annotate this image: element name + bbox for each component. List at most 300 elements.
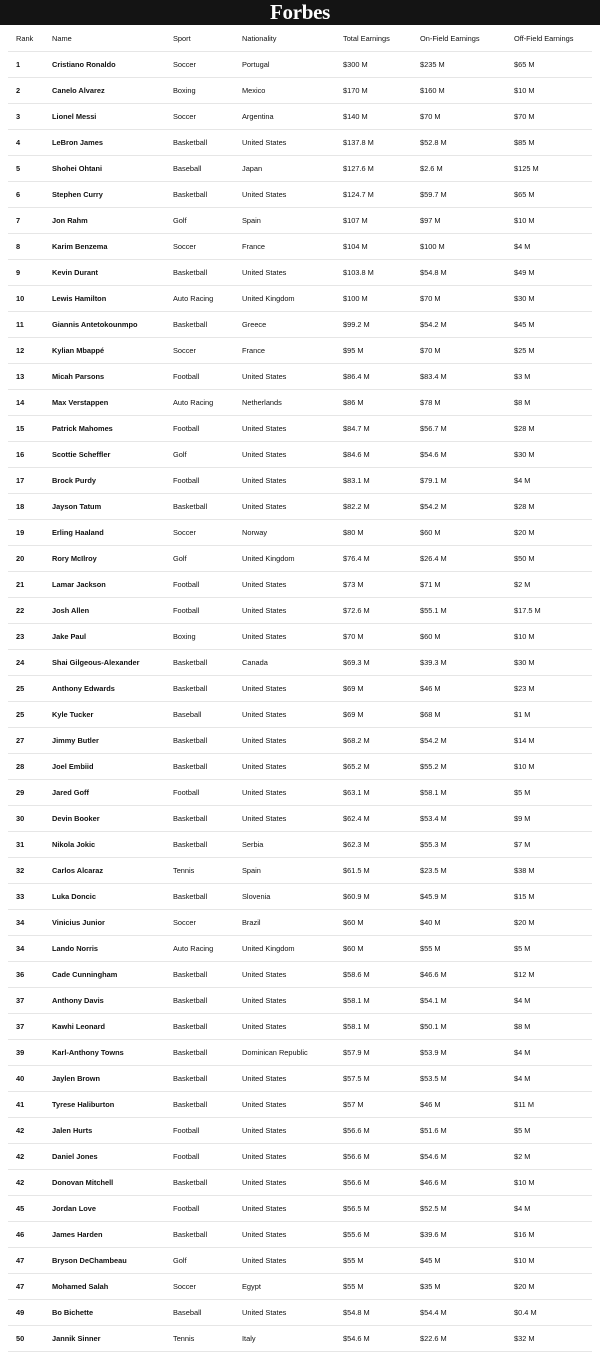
rank-cell: 30 [8,806,52,832]
total-earnings-cell: $57 M [343,1092,420,1118]
table-row [8,1014,592,1040]
total-earnings-cell: $86.4 M [343,364,420,390]
total-earnings-cell: $62.3 M [343,832,420,858]
off-field-earnings-cell: $25 M [514,338,592,364]
on-field-earnings-cell: $100 M [420,234,514,260]
off-field-earnings-cell: $28 M [514,416,592,442]
column-header-nationality[interactable]: Nationality [242,25,343,52]
nationality-cell: United States [242,1222,343,1248]
on-field-earnings-cell: $53.9 M [420,1040,514,1066]
header-row [8,25,592,52]
sport-cell: Football [173,1196,242,1222]
name-cell[interactable]: Cristiano Ronaldo [52,52,173,78]
rank-cell: 3 [8,104,52,130]
rank-cell: 39 [8,1040,52,1066]
on-field-earnings-cell: $55 M [420,936,514,962]
name-cell[interactable]: Rory McIlroy [52,546,173,572]
sport-cell: Soccer [173,104,242,130]
total-earnings-cell: $58.6 M [343,962,420,988]
rank-cell: 49 [8,1300,52,1326]
on-field-earnings-cell: $46.6 M [420,1170,514,1196]
rank-cell: 12 [8,338,52,364]
sport-cell: Baseball [173,1300,242,1326]
total-earnings-cell: $103.8 M [343,260,420,286]
nationality-cell: Egypt [242,1274,343,1300]
rank-cell: 40 [8,1066,52,1092]
name-cell[interactable]: Jon Rahm [52,208,173,234]
nationality-cell: United States [242,754,343,780]
on-field-earnings-cell: $78 M [420,390,514,416]
name-cell[interactable]: LeBron James [52,130,173,156]
sport-cell: Basketball [173,832,242,858]
sport-cell: Tennis [173,1326,242,1352]
name-cell[interactable]: Karim Benzema [52,234,173,260]
on-field-earnings-cell: $54.4 M [420,1300,514,1326]
table-row [8,104,592,130]
table-row [8,962,592,988]
off-field-earnings-cell: $32 M [514,1326,592,1352]
sport-cell: Football [173,1118,242,1144]
name-cell[interactable]: Karl-Anthony Towns [52,1040,173,1066]
total-earnings-cell: $170 M [343,78,420,104]
off-field-earnings-cell: $10 M [514,78,592,104]
sport-cell: Auto Racing [173,936,242,962]
nationality-cell: United States [242,260,343,286]
total-earnings-cell: $69 M [343,676,420,702]
table-row [8,988,592,1014]
total-earnings-cell: $54.8 M [343,1300,420,1326]
off-field-earnings-cell: $5 M [514,936,592,962]
total-earnings-cell: $58.1 M [343,988,420,1014]
sport-cell: Football [173,598,242,624]
name-cell[interactable]: Tyrese Haliburton [52,1092,173,1118]
off-field-earnings-cell: $10 M [514,624,592,650]
sport-cell: Football [173,416,242,442]
name-cell[interactable]: Bryson DeChambeau [52,1248,173,1274]
nationality-cell: United States [242,130,343,156]
total-earnings-cell: $70 M [343,624,420,650]
total-earnings-cell: $55 M [343,1248,420,1274]
name-cell[interactable]: Jake Paul [52,624,173,650]
off-field-earnings-cell: $7 M [514,832,592,858]
sport-cell: Basketball [173,260,242,286]
table-row [8,806,592,832]
off-field-earnings-cell: $4 M [514,1066,592,1092]
total-earnings-cell: $56.6 M [343,1118,420,1144]
rank-cell: 42 [8,1170,52,1196]
sport-cell: Golf [173,442,242,468]
rank-cell: 27 [8,728,52,754]
rank-cell: 2 [8,78,52,104]
sport-cell: Baseball [173,156,242,182]
name-cell[interactable]: Jaylen Brown [52,1066,173,1092]
name-cell[interactable]: Cade Cunningham [52,962,173,988]
on-field-earnings-cell: $68 M [420,702,514,728]
name-cell[interactable]: Shai Gilgeous-Alexander [52,650,173,676]
on-field-earnings-cell: $53.4 M [420,806,514,832]
nationality-cell: United States [242,494,343,520]
name-cell[interactable]: Jannik Sinner [52,1326,173,1352]
on-field-earnings-cell: $46.6 M [420,962,514,988]
on-field-earnings-cell: $59.7 M [420,182,514,208]
nationality-cell: United States [242,1014,343,1040]
table-row [8,182,592,208]
total-earnings-cell: $57.9 M [343,1040,420,1066]
nationality-cell: United States [242,806,343,832]
name-cell[interactable]: Kawhi Leonard [52,1014,173,1040]
sport-cell: Basketball [173,1092,242,1118]
table-row [8,312,592,338]
off-field-earnings-cell: $65 M [514,52,592,78]
name-cell[interactable]: Lando Norris [52,936,173,962]
table-row [8,910,592,936]
nationality-cell: United States [242,1170,343,1196]
off-field-earnings-cell: $16 M [514,1222,592,1248]
total-earnings-cell: $68.2 M [343,728,420,754]
total-earnings-cell: $73 M [343,572,420,598]
table-row [8,416,592,442]
name-cell[interactable]: Donovan Mitchell [52,1170,173,1196]
on-field-earnings-cell: $35 M [420,1274,514,1300]
nationality-cell: United Kingdom [242,546,343,572]
forbes-logo[interactable]: Forbes [269,0,331,24]
table-row [8,624,592,650]
name-cell[interactable]: Kylian Mbappé [52,338,173,364]
nationality-cell: United States [242,962,343,988]
on-field-earnings-cell: $60 M [420,520,514,546]
rank-cell: 34 [8,910,52,936]
sport-cell: Basketball [173,806,242,832]
off-field-earnings-cell: $14 M [514,728,592,754]
total-earnings-cell: $124.7 M [343,182,420,208]
table-row [8,78,592,104]
total-earnings-cell: $137.8 M [343,130,420,156]
name-cell[interactable]: Erling Haaland [52,520,173,546]
name-cell[interactable]: Micah Parsons [52,364,173,390]
name-cell[interactable]: Lamar Jackson [52,572,173,598]
sport-cell: Basketball [173,728,242,754]
total-earnings-cell: $127.6 M [343,156,420,182]
nationality-cell: France [242,234,343,260]
off-field-earnings-cell: $70 M [514,104,592,130]
rank-cell: 22 [8,598,52,624]
table-row [8,754,592,780]
column-header-sport[interactable]: Sport [173,25,242,52]
name-cell[interactable]: Lionel Messi [52,104,173,130]
rank-cell: 29 [8,780,52,806]
rank-cell: 42 [8,1144,52,1170]
name-cell[interactable]: Nikola Jokic [52,832,173,858]
on-field-earnings-cell: $54.2 M [420,728,514,754]
sport-cell: Basketball [173,1040,242,1066]
sport-cell: Tennis [173,858,242,884]
rank-cell: 33 [8,884,52,910]
sport-cell: Basketball [173,312,242,338]
off-field-earnings-cell: $85 M [514,130,592,156]
total-earnings-cell: $57.5 M [343,1066,420,1092]
nationality-cell: United States [242,702,343,728]
total-earnings-cell: $76.4 M [343,546,420,572]
name-cell[interactable]: Kevin Durant [52,260,173,286]
on-field-earnings-cell: $2.6 M [420,156,514,182]
nationality-cell: United States [242,780,343,806]
site-header [0,0,600,25]
on-field-earnings-cell: $46 M [420,1092,514,1118]
sport-cell: Football [173,1144,242,1170]
nationality-cell: Greece [242,312,343,338]
rank-cell: 20 [8,546,52,572]
off-field-earnings-cell: $5 M [514,1118,592,1144]
total-earnings-cell: $55 M [343,1274,420,1300]
total-earnings-cell: $54.6 M [343,1326,420,1352]
name-cell[interactable]: Josh Allen [52,598,173,624]
name-cell[interactable]: Canelo Alvarez [52,78,173,104]
on-field-earnings-cell: $52.8 M [420,130,514,156]
table-row [8,1040,592,1066]
sport-cell: Basketball [173,1014,242,1040]
name-cell[interactable]: Joel Embiid [52,754,173,780]
table-row [8,1326,592,1352]
sport-cell: Football [173,364,242,390]
rank-cell: 1 [8,52,52,78]
sport-cell: Boxing [173,78,242,104]
total-earnings-cell: $56.5 M [343,1196,420,1222]
name-cell[interactable]: Carlos Alcaraz [52,858,173,884]
table-row [8,494,592,520]
nationality-cell: Italy [242,1326,343,1352]
rank-cell: 37 [8,988,52,1014]
total-earnings-cell: $60 M [343,910,420,936]
name-cell[interactable]: Anthony Davis [52,988,173,1014]
off-field-earnings-cell: $10 M [514,208,592,234]
sport-cell: Football [173,468,242,494]
nationality-cell: United States [242,1248,343,1274]
off-field-earnings-cell: $20 M [514,910,592,936]
on-field-earnings-cell: $54.8 M [420,260,514,286]
total-earnings-cell: $60 M [343,936,420,962]
name-cell[interactable]: Patrick Mahomes [52,416,173,442]
nationality-cell: Spain [242,208,343,234]
name-cell[interactable]: Devin Booker [52,806,173,832]
nationality-cell: Norway [242,520,343,546]
total-earnings-cell: $104 M [343,234,420,260]
sport-cell: Basketball [173,1170,242,1196]
column-header-on-field-earnings[interactable]: On-Field Earnings [420,25,514,52]
on-field-earnings-cell: $51.6 M [420,1118,514,1144]
table-row [8,858,592,884]
name-cell[interactable]: Jared Goff [52,780,173,806]
table-row [8,1274,592,1300]
on-field-earnings-cell: $55.1 M [420,598,514,624]
off-field-earnings-cell: $4 M [514,234,592,260]
table-row [8,260,592,286]
table-row [8,546,592,572]
on-field-earnings-cell: $39.6 M [420,1222,514,1248]
name-cell[interactable]: Vinicius Junior [52,910,173,936]
off-field-earnings-cell: $10 M [514,754,592,780]
nationality-cell: Brazil [242,910,343,936]
sport-cell: Basketball [173,1066,242,1092]
off-field-earnings-cell: $1 M [514,702,592,728]
off-field-earnings-cell: $10 M [514,1170,592,1196]
name-cell[interactable]: Mohamed Salah [52,1274,173,1300]
rank-cell: 36 [8,962,52,988]
off-field-earnings-cell: $4 M [514,468,592,494]
table-row [8,208,592,234]
rank-cell: 25 [8,702,52,728]
rank-cell: 6 [8,182,52,208]
rank-cell: 23 [8,624,52,650]
off-field-earnings-cell: $38 M [514,858,592,884]
name-cell[interactable]: Luka Doncic [52,884,173,910]
sport-cell: Golf [173,546,242,572]
rank-cell: 37 [8,1014,52,1040]
name-cell[interactable]: Shohei Ohtani [52,156,173,182]
on-field-earnings-cell: $70 M [420,286,514,312]
on-field-earnings-cell: $60 M [420,624,514,650]
on-field-earnings-cell: $40 M [420,910,514,936]
total-earnings-cell: $56.6 M [343,1170,420,1196]
on-field-earnings-cell: $54.6 M [420,1144,514,1170]
on-field-earnings-cell: $55.3 M [420,832,514,858]
sport-cell: Boxing [173,624,242,650]
off-field-earnings-cell: $30 M [514,442,592,468]
total-earnings-cell: $84.6 M [343,442,420,468]
rank-cell: 7 [8,208,52,234]
table-row [8,832,592,858]
total-earnings-cell: $58.1 M [343,1014,420,1040]
off-field-earnings-cell: $10 M [514,1248,592,1274]
nationality-cell: Japan [242,156,343,182]
name-cell[interactable]: Scottie Scheffler [52,442,173,468]
sport-cell: Soccer [173,338,242,364]
column-header-rank[interactable]: Rank [8,25,52,52]
name-cell[interactable]: Giannis Antetokounmpo [52,312,173,338]
total-earnings-cell: $69 M [343,702,420,728]
on-field-earnings-cell: $46 M [420,676,514,702]
off-field-earnings-cell: $5 M [514,780,592,806]
rank-cell: 18 [8,494,52,520]
rank-cell: 8 [8,234,52,260]
rank-cell: 4 [8,130,52,156]
sport-cell: Basketball [173,1222,242,1248]
table-row [8,780,592,806]
name-cell[interactable]: Lewis Hamilton [52,286,173,312]
table-row [8,338,592,364]
on-field-earnings-cell: $39.3 M [420,650,514,676]
off-field-earnings-cell: $8 M [514,390,592,416]
off-field-earnings-cell: $3 M [514,364,592,390]
rank-cell: 41 [8,1092,52,1118]
name-cell[interactable]: James Harden [52,1222,173,1248]
name-cell[interactable]: Bo Bichette [52,1300,173,1326]
total-earnings-cell: $95 M [343,338,420,364]
nationality-cell: United States [242,624,343,650]
rank-cell: 34 [8,936,52,962]
nationality-cell: Serbia [242,832,343,858]
table-row [8,1092,592,1118]
sport-cell: Basketball [173,884,242,910]
off-field-earnings-cell: $45 M [514,312,592,338]
column-header-total-earnings[interactable]: Total Earnings [343,25,420,52]
name-cell[interactable]: Brock Purdy [52,468,173,494]
table-row [8,364,592,390]
name-cell[interactable]: Anthony Edwards [52,676,173,702]
sport-cell: Basketball [173,650,242,676]
rank-cell: 13 [8,364,52,390]
table-row [8,156,592,182]
name-cell[interactable]: Stephen Curry [52,182,173,208]
off-field-earnings-cell: $17.5 M [514,598,592,624]
on-field-earnings-cell: $22.6 M [420,1326,514,1352]
sport-cell: Golf [173,208,242,234]
nationality-cell: United States [242,1196,343,1222]
name-cell[interactable]: Max Verstappen [52,390,173,416]
nationality-cell: United States [242,1300,343,1326]
on-field-earnings-cell: $71 M [420,572,514,598]
table-row [8,1118,592,1144]
column-header-name[interactable]: Name [52,25,173,52]
off-field-earnings-cell: $49 M [514,260,592,286]
name-cell[interactable]: Jordan Love [52,1196,173,1222]
table-row [8,130,592,156]
total-earnings-cell: $80 M [343,520,420,546]
table-row [8,468,592,494]
name-cell[interactable]: Jalen Hurts [52,1118,173,1144]
sport-cell: Soccer [173,1274,242,1300]
table-row [8,390,592,416]
sport-cell: Football [173,780,242,806]
column-header-off-field-earnings[interactable]: Off-Field Earnings [514,25,592,52]
table-row [8,936,592,962]
name-cell[interactable]: Daniel Jones [52,1144,173,1170]
rank-cell: 5 [8,156,52,182]
nationality-cell: Canada [242,650,343,676]
on-field-earnings-cell: $54.2 M [420,312,514,338]
total-earnings-cell: $107 M [343,208,420,234]
total-earnings-cell: $140 M [343,104,420,130]
off-field-earnings-cell: $2 M [514,1144,592,1170]
name-cell[interactable]: Jayson Tatum [52,494,173,520]
sport-cell: Auto Racing [173,390,242,416]
nationality-cell: Mexico [242,78,343,104]
nationality-cell: United States [242,416,343,442]
sport-cell: Basketball [173,676,242,702]
on-field-earnings-cell: $160 M [420,78,514,104]
table-row [8,520,592,546]
table-row [8,442,592,468]
rank-cell: 10 [8,286,52,312]
nationality-cell: France [242,338,343,364]
off-field-earnings-cell: $9 M [514,806,592,832]
total-earnings-cell: $63.1 M [343,780,420,806]
off-field-earnings-cell: $4 M [514,1040,592,1066]
name-cell[interactable]: Jimmy Butler [52,728,173,754]
rank-cell: 9 [8,260,52,286]
on-field-earnings-cell: $23.5 M [420,858,514,884]
on-field-earnings-cell: $79.1 M [420,468,514,494]
nationality-cell: United States [242,468,343,494]
off-field-earnings-cell: $20 M [514,1274,592,1300]
on-field-earnings-cell: $55.2 M [420,754,514,780]
on-field-earnings-cell: $54.6 M [420,442,514,468]
off-field-earnings-cell: $4 M [514,1196,592,1222]
on-field-earnings-cell: $83.4 M [420,364,514,390]
name-cell[interactable]: Kyle Tucker [52,702,173,728]
total-earnings-cell: $99.2 M [343,312,420,338]
table-row [8,598,592,624]
rank-cell: 42 [8,1118,52,1144]
